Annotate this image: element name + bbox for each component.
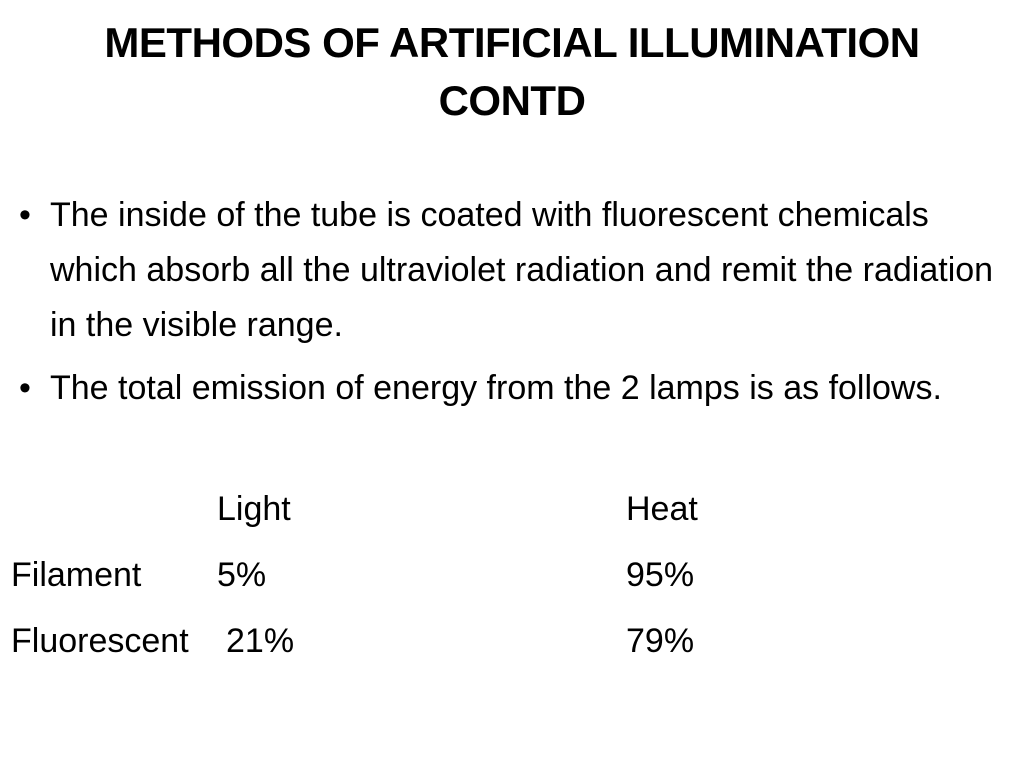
- energy-emission-table: [11, 480, 1011, 678]
- slide-title-line-1: METHODS OF ARTIFICIAL ILLUMINATION: [104, 19, 920, 66]
- row-label-fluorescent: Fluorescent: [11, 622, 189, 660]
- filament-light-value: 5%: [217, 556, 267, 594]
- table-header-light: Light: [217, 490, 291, 528]
- bullet-item: [10, 361, 1010, 416]
- slide-title-line-2: CONTD: [438, 77, 586, 124]
- table-row: [11, 612, 1011, 678]
- bullet-list: [10, 188, 1010, 424]
- table-header-heat: Heat: [626, 490, 698, 528]
- row-label-filament: Filament: [11, 556, 142, 594]
- slide-title: [20, 14, 1004, 130]
- bullet-dot-icon: •: [19, 196, 31, 234]
- table-header-row: [11, 480, 1011, 546]
- table-row: [11, 546, 1011, 612]
- fluorescent-light-value: 21%: [226, 622, 295, 660]
- bullet-item: [10, 188, 1010, 353]
- fluorescent-heat-value: 79%: [626, 622, 695, 660]
- bullet-text: The inside of the tube is coated with fluorescent chemicals which absorb all the ultraviolet radiation and remit the radiation in the visible range.: [50, 196, 994, 344]
- filament-heat-value: 95%: [626, 556, 695, 594]
- bullet-dot-icon: •: [19, 369, 31, 407]
- bullet-text: The total emission of energy from the 2 lamps is as follows.: [50, 369, 942, 407]
